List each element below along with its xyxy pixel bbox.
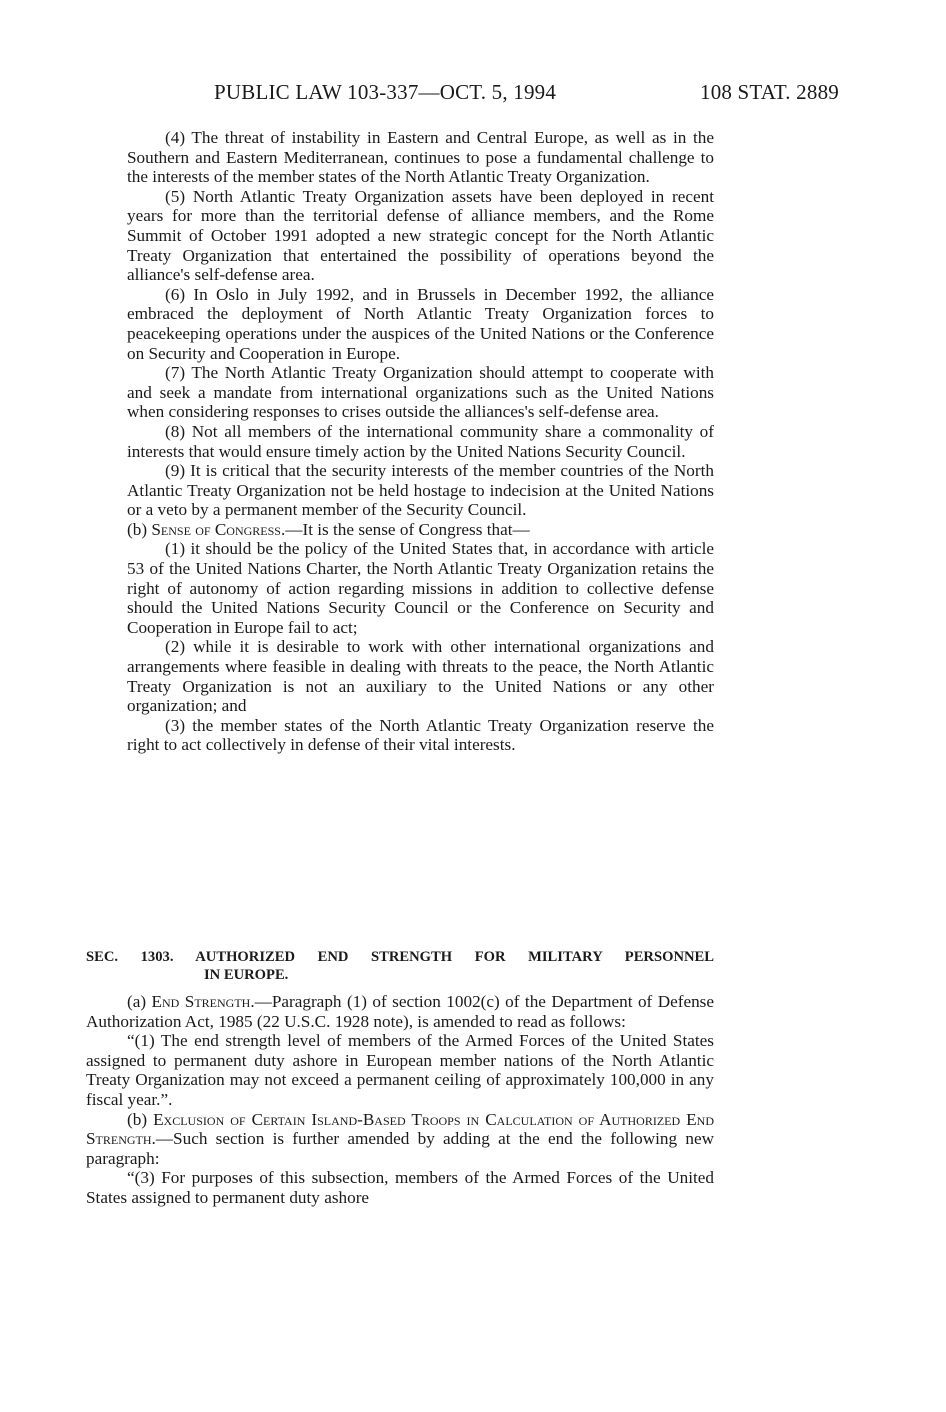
section-heading (86, 948, 714, 984)
section-1303-body (86, 992, 714, 1208)
subsection-b-paragraph (86, 1110, 714, 1169)
subsection-heading: Exclusion of Certain Island-Based Troops in Calculation of Authorized End Strength. (86, 1109, 714, 1149)
subsection-text: —It is the sense of Congress that— (285, 519, 530, 539)
running-title: PUBLIC LAW 103-337—OCT. 5, 1994 (214, 80, 557, 104)
subsection-label: (b) (127, 519, 148, 539)
sense-of-congress-paragraph (127, 520, 714, 540)
section-heading-line: SEC. 1303. AUTHORIZED END STRENGTH FOR MILITARY PERSONNEL (86, 949, 714, 965)
subsection-a-paragraph (86, 992, 714, 1031)
statute-page-number: 108 STAT. 2889 (700, 80, 839, 104)
sense-item-paragraph: (2) while it is desirable to work with other international organizations and arrangements where feasible in dealing with threats to the peace, the North Atlantic Treaty Organization is not an auxiliary to the United Nations or any other organization; and (127, 637, 714, 716)
subsection-text: —Such section is further amended by adding at the end the following new paragraph: (86, 1129, 714, 1168)
finding-paragraph: (9) It is critical that the security interests of the member countries of the North Atlantic Treaty Organization not be held hostage to indecision at the United Nations or a veto by a permanent member of the Security Council. (127, 461, 714, 520)
page-header (0, 80, 946, 110)
finding-paragraph: (5) North Atlantic Treaty Organization assets have been deployed in recent years for more than the territorial defense of alliance members, and the Rome Summit of October 1991 adopted a new strategic concept for the North Atlantic Treaty Organization that entertained the possibility of operations beyond the alliance's self-defense area. (127, 186, 714, 285)
section-heading-line: IN EUROPE. (204, 967, 289, 983)
quoted-paragraph: “(3) For purposes of this subsection, members of the Armed Forces of the United States assigned to permanent duty ashore (86, 1168, 714, 1207)
quoted-paragraph: “(1) The end strength level of members of the Armed Forces of the United States assigned to permanent duty ashore in European member nations of the North Atlantic Treaty Organization may not exceed a permanent ceiling of approximately 100,000 in any fiscal year.”. (86, 1031, 714, 1109)
subsection-text: —Paragraph (1) of section 1002(c) of the Department of Defense Authorization Act, 1985 (22 U.S.C. 1928 note), is amended to read as follows: (86, 992, 714, 1031)
subsection-label: (b) (127, 1109, 148, 1129)
subsection-heading: Sense of Congress. (151, 519, 286, 539)
findings-and-sense-section (127, 128, 714, 755)
finding-paragraph: (6) In Oslo in July 1992, and in Brussels in December 1992, the alliance embraced the deployment of North Atlantic Treaty Organization forces to peacekeeping operations under the auspices of the United Nations or the Conference on Security and Cooperation in Europe. (127, 284, 714, 363)
subsection-heading: End Strength. (151, 992, 255, 1011)
subsection-label: (a) (127, 992, 147, 1011)
sense-item-paragraph: (1) it should be the policy of the United States that, in accordance with article 53 of the United Nations Charter, the North Atlantic Treaty Organization retains the right of autonomy of action regarding missions in addition to collective defense should the United Nations Security Council or the Conference on Security and Cooperation in Europe fail to act; (127, 539, 714, 637)
finding-paragraph: (8) Not all members of the international community share a commonality of interests that would ensure timely action by the United Nations Security Council. (127, 421, 714, 461)
finding-paragraph: (7) The North Atlantic Treaty Organization should attempt to cooperate with and seek a mandate from international organizations such as the United Nations when considering responses to crises outside the alliances's self-defense area. (127, 363, 714, 422)
finding-paragraph: (4) The threat of instability in Eastern and Central Europe, as well as in the Southern and Eastern Mediterranean, continues to pose a fundamental challenge to the interests of the member states of the North Atlantic Treaty Organization. (127, 128, 714, 187)
sense-item-paragraph: (3) the member states of the North Atlantic Treaty Organization reserve the right to act collectively in defense of their vital interests. (127, 715, 714, 755)
